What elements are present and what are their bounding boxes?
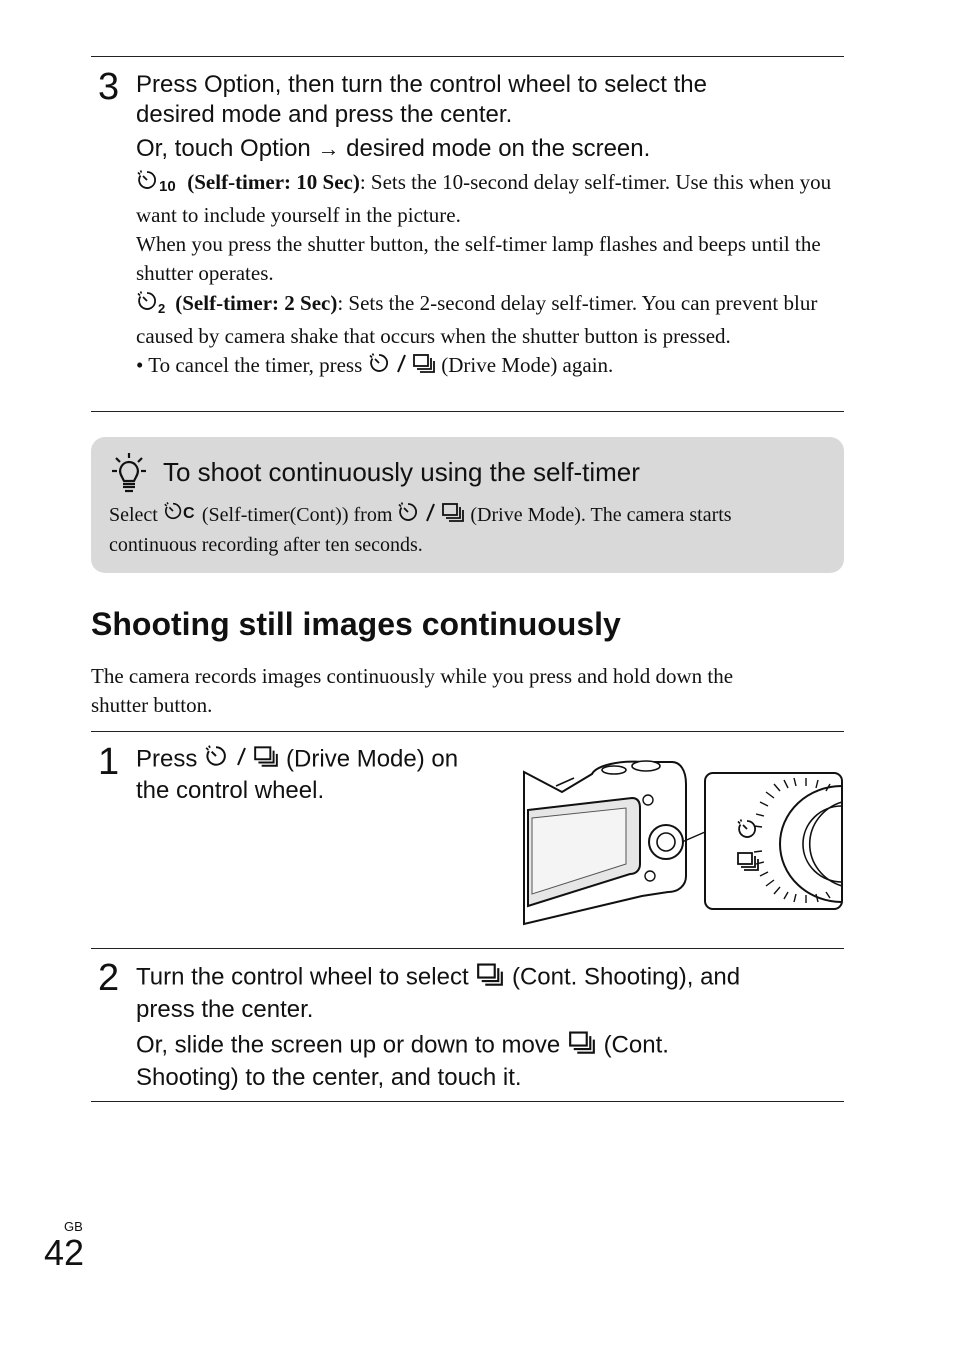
step-1-top-rule	[91, 731, 844, 732]
cont-shooting-icon	[412, 352, 436, 382]
self-timer-icon	[397, 501, 419, 531]
step-2-line-1-before: Turn the control wheel to select	[136, 963, 469, 991]
cont-shooting-icon	[567, 1029, 597, 1063]
step-2-top-rule	[91, 948, 844, 949]
tip-mid: (Self-timer(Cont)) from	[201, 504, 393, 526]
cancel-after: (Drive Mode) again.	[441, 353, 614, 377]
self-timer-cont-icon	[163, 501, 197, 531]
lightbulb-icon	[111, 451, 147, 500]
self-timer-10-paragraph	[136, 167, 841, 230]
step-1-line-2: the control wheel.	[136, 777, 325, 804]
self-timer-2-paragraph	[136, 288, 841, 351]
step-2-line-2: press the center.	[136, 996, 314, 1023]
step-2-block	[136, 961, 841, 1093]
step-3-alt-before: Or, touch Option	[136, 135, 311, 162]
self-timer-icon	[204, 744, 228, 776]
step-1-line-1	[136, 744, 516, 776]
step-2-line-3	[136, 1029, 841, 1063]
step-3-number: 3	[98, 66, 120, 108]
cancel-before: To cancel the timer, press	[148, 353, 363, 377]
slash-separator	[395, 352, 407, 382]
step-2-line-1-after: (Cont. Shooting), and	[511, 963, 741, 991]
step-3-line-1: Press Option, then turn the control wheel to select the	[136, 71, 707, 98]
tip-select-word: Select	[109, 504, 158, 526]
camera-illustration	[522, 756, 844, 933]
top-rule	[91, 56, 844, 57]
cont-shooting-icon	[441, 501, 465, 531]
bullet: •	[136, 353, 144, 377]
step-3-alt	[136, 134, 841, 164]
cont-shooting-icon	[253, 744, 279, 776]
tip-box	[91, 437, 844, 573]
svg-text:2: 2	[158, 301, 166, 314]
step-3-alt-after: desired mode on the screen.	[346, 135, 651, 162]
svg-text:10: 10	[159, 178, 176, 193]
self-timer-10-icon	[136, 167, 182, 201]
self-timer-10-desc: : Sets the 10-second delay self-timer. Use this when you want to include yourself in the picture.	[136, 169, 832, 227]
step-3-block	[136, 70, 841, 382]
self-timer-2-desc: : Sets the 2-second delay self-timer. You can prevent blur caused by camera shake that occurs when the shutter button is pressed.	[136, 290, 818, 348]
self-timer-2-label: (Self-timer: 2 Sec)	[175, 290, 338, 315]
tip-line-2: continuous recording after ten seconds.	[109, 534, 423, 557]
step-2-bottom-rule	[91, 1101, 844, 1102]
step-2-line-4: Shooting) to the center, and touch it.	[136, 1064, 522, 1091]
svg-text:C: C	[182, 505, 195, 523]
tip-after: (Drive Mode). The camera starts	[470, 504, 732, 526]
tip-line-1	[109, 501, 829, 531]
arrow-right-icon: →	[317, 136, 340, 161]
page-number: 42	[44, 1232, 85, 1273]
slash-separator	[424, 501, 436, 531]
step-2-line-3-before: Or, slide the screen up or down to move	[136, 1031, 561, 1059]
step-3-bottom-rule	[91, 411, 844, 412]
self-timer-2-icon	[136, 288, 170, 322]
cont-shooting-icon	[475, 961, 505, 995]
step-2-line-1	[136, 961, 841, 995]
step-1-press: Press	[136, 745, 198, 773]
self-timer-10-note: When you press the shutter button, the self-timer lamp flashes and beeps until the shutter operates.	[136, 232, 821, 285]
slash-separator	[235, 744, 247, 776]
tip-body	[109, 501, 829, 559]
step-3-line-2: desired mode and press the center.	[136, 101, 513, 128]
section-intro	[91, 662, 851, 720]
self-timer-10-label: (Self-timer: 10 Sec)	[187, 169, 360, 194]
self-timer-icon	[368, 352, 390, 382]
step-2-number: 2	[98, 957, 120, 999]
intro-line-1: The camera records images continuously while you press and hold down the	[91, 664, 734, 688]
language-code: GB	[64, 1219, 83, 1234]
step-1-block	[136, 744, 516, 806]
step-1-after: (Drive Mode) on	[286, 745, 459, 773]
intro-line-2: shutter button.	[91, 693, 213, 717]
step-2-line-3-after: (Cont.	[603, 1031, 669, 1059]
tip-title: To shoot continuously using the self-timer	[163, 457, 640, 487]
section-heading: Shooting still images continuously	[91, 606, 621, 642]
step-1-number: 1	[98, 741, 120, 783]
cancel-timer-note	[136, 351, 841, 382]
